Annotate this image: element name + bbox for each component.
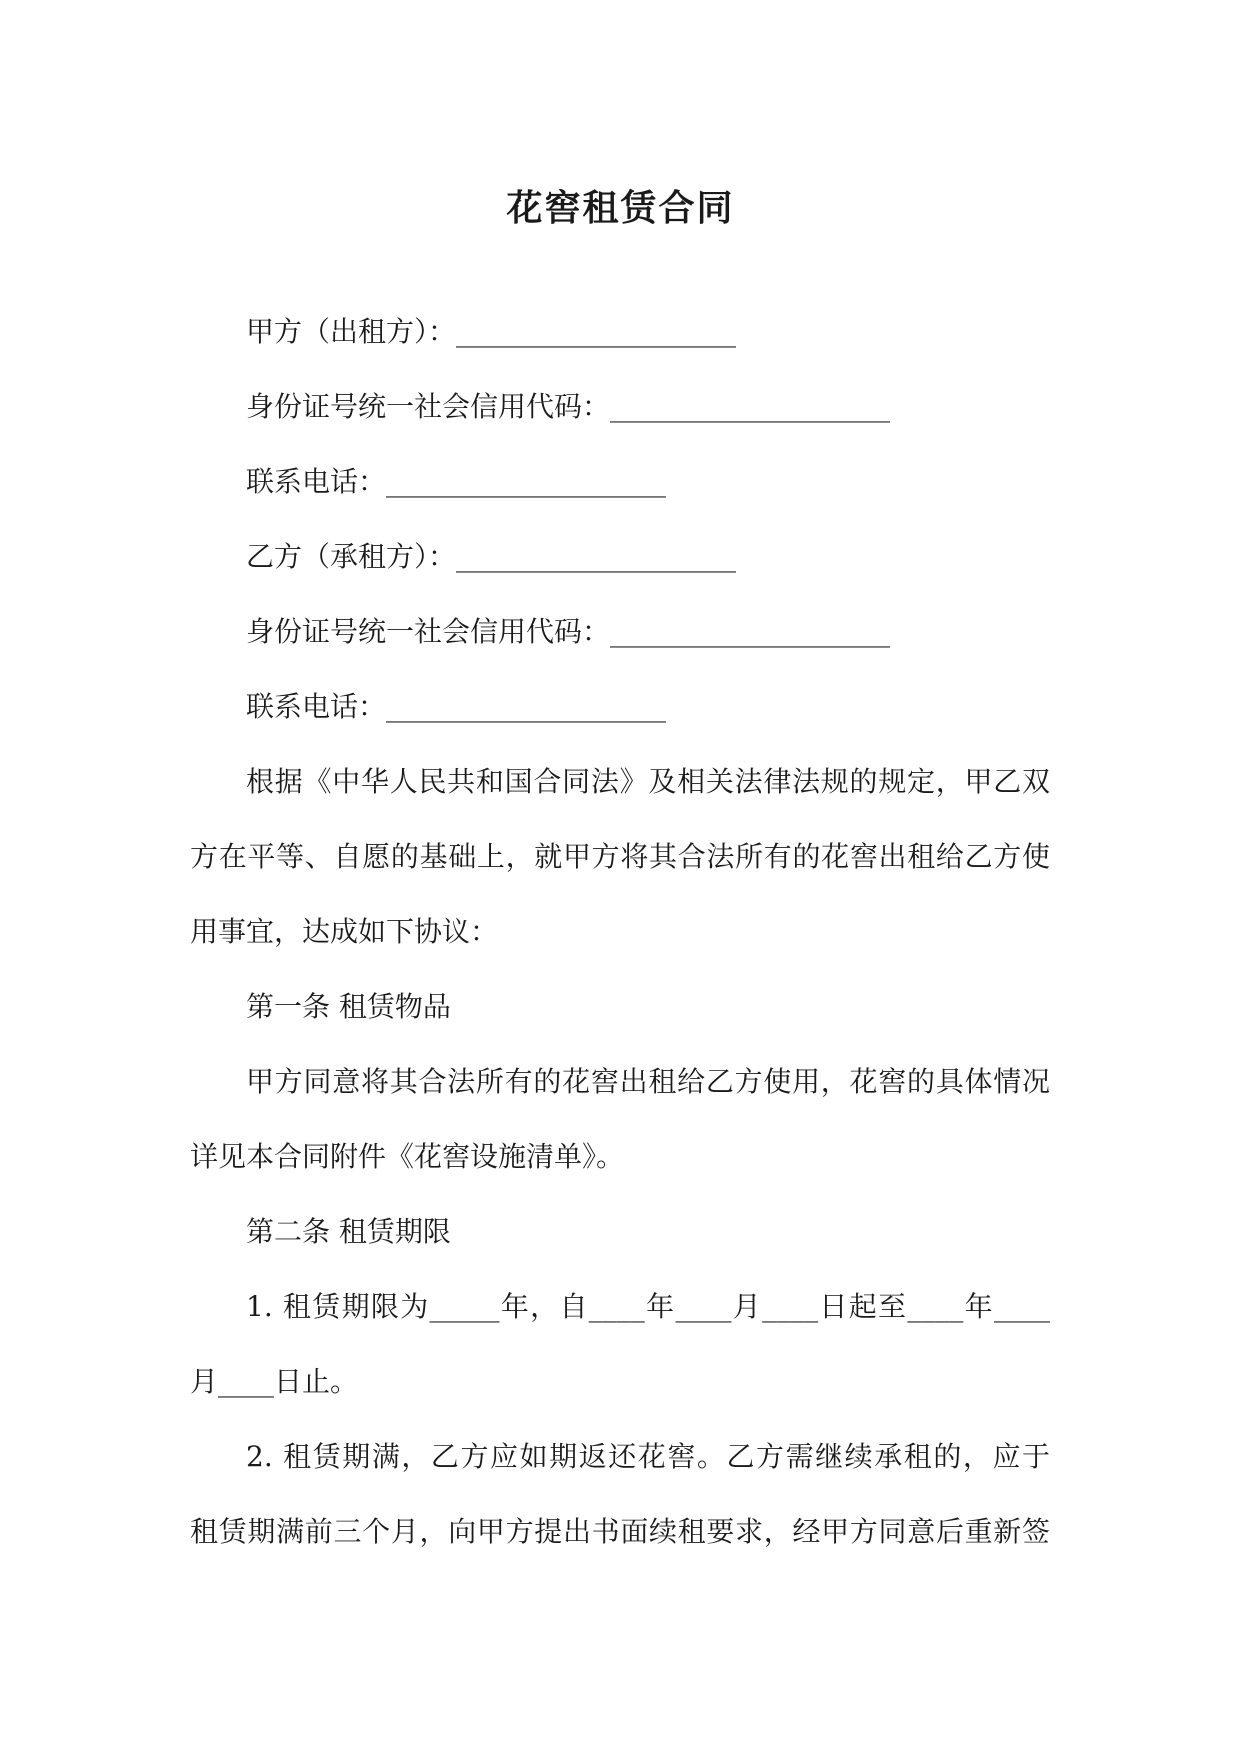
article-2-heading: 第二条 租赁期限 — [246, 1215, 451, 1248]
party-b-phone-line: 联系电话：____________________ — [246, 690, 667, 723]
article-1-heading: 第一条 租赁物品 — [246, 990, 451, 1023]
preamble-line-1: 根据《中华人民共和国合同法》及相关法律法规的规定，甲乙双 — [246, 765, 1050, 798]
document-title: 花窖租赁合同 — [506, 187, 735, 229]
clause-2-1-line-1: 1. 租赁期限为_____年，自____年____月____日起至____年____ — [246, 1290, 1050, 1323]
clause-2-1-line-2: 月____日止。 — [190, 1365, 359, 1398]
preamble-line-3: 用事宜，达成如下协议： — [190, 915, 499, 948]
preamble-line-2: 方在平等、自愿的基础上，就甲方将其合法所有的花窖出租给乙方使 — [190, 840, 1050, 873]
party-b-id-line: 身份证号统一社会信用代码：____________________ — [246, 615, 891, 648]
party-b-name-line: 乙方（承租方）：____________________ — [246, 540, 737, 573]
party-a-name-line: 甲方（出租方）：____________________ — [246, 315, 737, 348]
article-1-line-1: 甲方同意将其合法所有的花窖出租给乙方使用，花窖的具体情况 — [246, 1065, 1050, 1098]
party-a-phone-line: 联系电话：____________________ — [246, 465, 667, 498]
party-a-id-line: 身份证号统一社会信用代码：____________________ — [246, 390, 891, 423]
clause-2-2-line-2: 租赁期满前三个月，向甲方提出书面续租要求，经甲方同意后重新签 — [190, 1515, 1050, 1548]
clause-2-2-line-1: 2. 租赁期满，乙方应如期返还花窖。乙方需继续承租的，应于 — [246, 1440, 1050, 1473]
article-1-line-2: 详见本合同附件《花窖设施清单》。 — [190, 1140, 625, 1173]
